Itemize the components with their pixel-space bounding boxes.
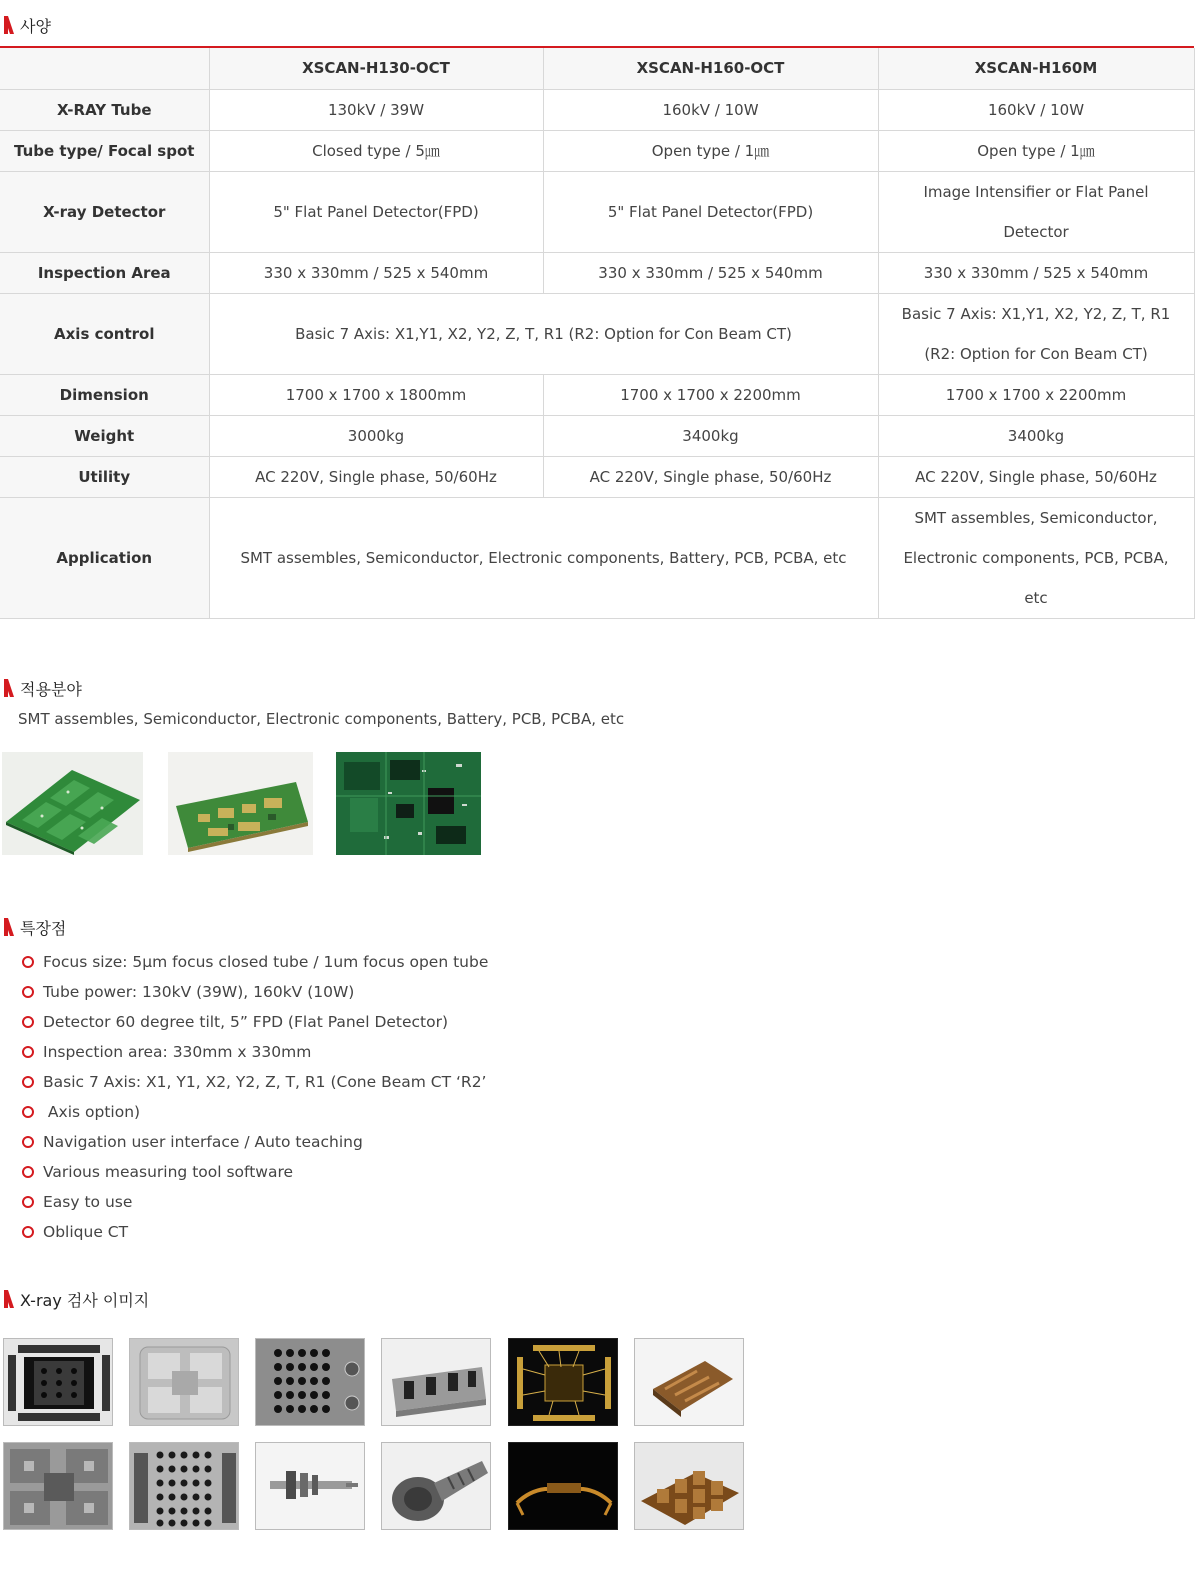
spec-header-model: XSCAN-H160M (878, 48, 1194, 89)
list-item (22, 1157, 488, 1187)
list-item (22, 1127, 488, 1157)
table-cell: AC 220V, Single phase, 50/60Hz (209, 456, 543, 497)
table-cell: Closed type / 5㎛ (209, 130, 543, 171)
table-cell: Open type / 1㎛ (543, 130, 878, 171)
table-row (0, 171, 1194, 252)
spec-section-header (4, 14, 51, 36)
pcb-module-photo-image (168, 752, 313, 855)
table-cell: 330 x 330mm / 525 x 540mm (878, 252, 1194, 293)
bullet-icon (22, 1106, 34, 1118)
list-item (22, 1037, 488, 1067)
list-item (22, 1067, 488, 1097)
table-cell: 160kV / 10W (878, 89, 1194, 130)
bullet-icon (22, 1136, 34, 1148)
xray-pcb-layer-image (3, 1442, 113, 1530)
bullet-icon (22, 1226, 34, 1238)
xray-pad-layout-image (129, 1338, 239, 1426)
feature-text: Various measuring tool software (43, 1163, 294, 1181)
feature-text: Oblique CT (43, 1223, 129, 1241)
bullet-icon (22, 1076, 34, 1088)
row-label: Utility (0, 456, 209, 497)
table-row (0, 497, 1194, 618)
feature-text: Detector 60 degree tilt, 5” FPD (Flat Panel Detector) (43, 1013, 449, 1031)
row-label: Dimension (0, 374, 209, 415)
table-row (0, 89, 1194, 130)
row-label: Weight (0, 415, 209, 456)
table-cell: 330 x 330mm / 525 x 540mm (209, 252, 543, 293)
cell-line: (R2: Option for Con Beam CT) (924, 344, 1148, 363)
table-cell: 1700 x 1700 x 1800mm (209, 374, 543, 415)
features-section-header (4, 916, 66, 938)
list-item (22, 977, 488, 1007)
table-row (0, 293, 1194, 374)
feature-list (22, 947, 488, 1247)
table-cell: Basic 7 Axis: X1,Y1, X2, Y2, Z, T, R1 (R2: Option for Con Beam CT) (209, 293, 878, 374)
table-cell: 3400kg (543, 415, 878, 456)
list-item (22, 947, 488, 977)
feature-text: Navigation user interface / Auto teaching (43, 1133, 363, 1151)
pcb-photo-image (2, 752, 143, 855)
table-cell: AC 220V, Single phase, 50/60Hz (543, 456, 878, 497)
xray-3d-fitting-image (381, 1442, 491, 1530)
spec-table (0, 48, 1195, 619)
section-marker-icon (4, 16, 14, 34)
list-item (22, 1187, 488, 1217)
feature-text: Easy to use (43, 1193, 133, 1211)
section-marker-icon (4, 918, 14, 936)
row-label: X-ray Detector (0, 171, 209, 252)
table-row (0, 130, 1194, 171)
feature-text: Basic 7 Axis: X1, Y1, X2, Y2, Z, T, R1 (Cone Beam CT ‘R2’ (43, 1073, 487, 1091)
table-cell: 3000kg (209, 415, 543, 456)
xray-images-section-header (4, 1288, 149, 1310)
xray-3d-sockets-image (634, 1442, 744, 1530)
list-item (22, 1217, 488, 1247)
bullet-icon (22, 956, 34, 968)
xray-wire-bond-image (508, 1338, 618, 1426)
table-cell: SMT assembles, Semiconductor, Electronic components, Battery, PCB, PCBA, etc (209, 497, 878, 618)
section-marker-icon (4, 679, 14, 697)
spec-section-title: 사양 (20, 16, 51, 36)
row-label: Axis control (0, 293, 209, 374)
table-cell: AC 220V, Single phase, 50/60Hz (878, 456, 1194, 497)
xray-bga-image (255, 1338, 365, 1426)
xray-3d-ic-image (634, 1338, 744, 1426)
table-cell: 130kV / 39W (209, 89, 543, 130)
list-item (22, 1097, 488, 1127)
cell-line: Basic 7 Axis: X1,Y1, X2, Y2, Z, T, R1 (901, 304, 1171, 323)
features-section-title: 특장점 (20, 918, 67, 938)
xray-bga-angled-image (129, 1442, 239, 1530)
application-section-header (4, 677, 82, 699)
feature-text: Axis option) (43, 1103, 141, 1121)
table-row (0, 252, 1194, 293)
table-cell: 5" Flat Panel Detector(FPD) (543, 171, 878, 252)
row-label: Tube type/ Focal spot (0, 130, 209, 171)
spec-header-empty (0, 48, 209, 89)
feature-text: Tube power: 130kV (39W), 160kV (10W) (43, 983, 355, 1001)
table-row (0, 456, 1194, 497)
bullet-icon (22, 1166, 34, 1178)
row-label: Application (0, 497, 209, 618)
xray-qfp-chip-image (3, 1338, 113, 1426)
table-cell: 160kV / 10W (543, 89, 878, 130)
table-cell: 3400kg (878, 415, 1194, 456)
list-item (22, 1007, 488, 1037)
application-section-title: 적용분야 (20, 679, 82, 699)
row-label: Inspection Area (0, 252, 209, 293)
table-cell: 1700 x 1700 x 2200mm (543, 374, 878, 415)
spec-header-model: XSCAN-H160-OCT (543, 48, 878, 89)
xray-images-section-title: X-ray 검사 이미지 (20, 1290, 150, 1310)
table-cell: Image Intensifier or Flat Panel Detector (878, 171, 1194, 252)
pcb-board-photo-image (336, 752, 481, 855)
spec-header-model: XSCAN-H130-OCT (209, 48, 543, 89)
spec-header-row (0, 48, 1194, 89)
table-row (0, 415, 1194, 456)
table-cell: 5" Flat Panel Detector(FPD) (209, 171, 543, 252)
bullet-icon (22, 986, 34, 998)
xray-pin-component-image (255, 1442, 365, 1530)
table-cell (878, 293, 1194, 374)
table-cell: SMT assembles, Semiconductor, Electronic components, PCB, PCBA, etc (878, 497, 1194, 618)
application-text: SMT assembles, Semiconductor, Electronic components, Battery, PCB, PCBA, etc (18, 710, 625, 728)
section-marker-icon (4, 1290, 14, 1308)
table-cell: 330 x 330mm / 525 x 540mm (543, 252, 878, 293)
xray-lead-frame-image (508, 1442, 618, 1530)
xray-3d-connector-image (381, 1338, 491, 1426)
table-cell: 1700 x 1700 x 2200mm (878, 374, 1194, 415)
feature-text: Inspection area: 330mm x 330mm (43, 1043, 312, 1061)
feature-text: Focus size: 5μm focus closed tube / 1um focus open tube (43, 953, 489, 971)
bullet-icon (22, 1046, 34, 1058)
bullet-icon (22, 1196, 34, 1208)
table-row (0, 374, 1194, 415)
bullet-icon (22, 1016, 34, 1028)
table-cell: Open type / 1㎛ (878, 130, 1194, 171)
row-label: X-RAY Tube (0, 89, 209, 130)
